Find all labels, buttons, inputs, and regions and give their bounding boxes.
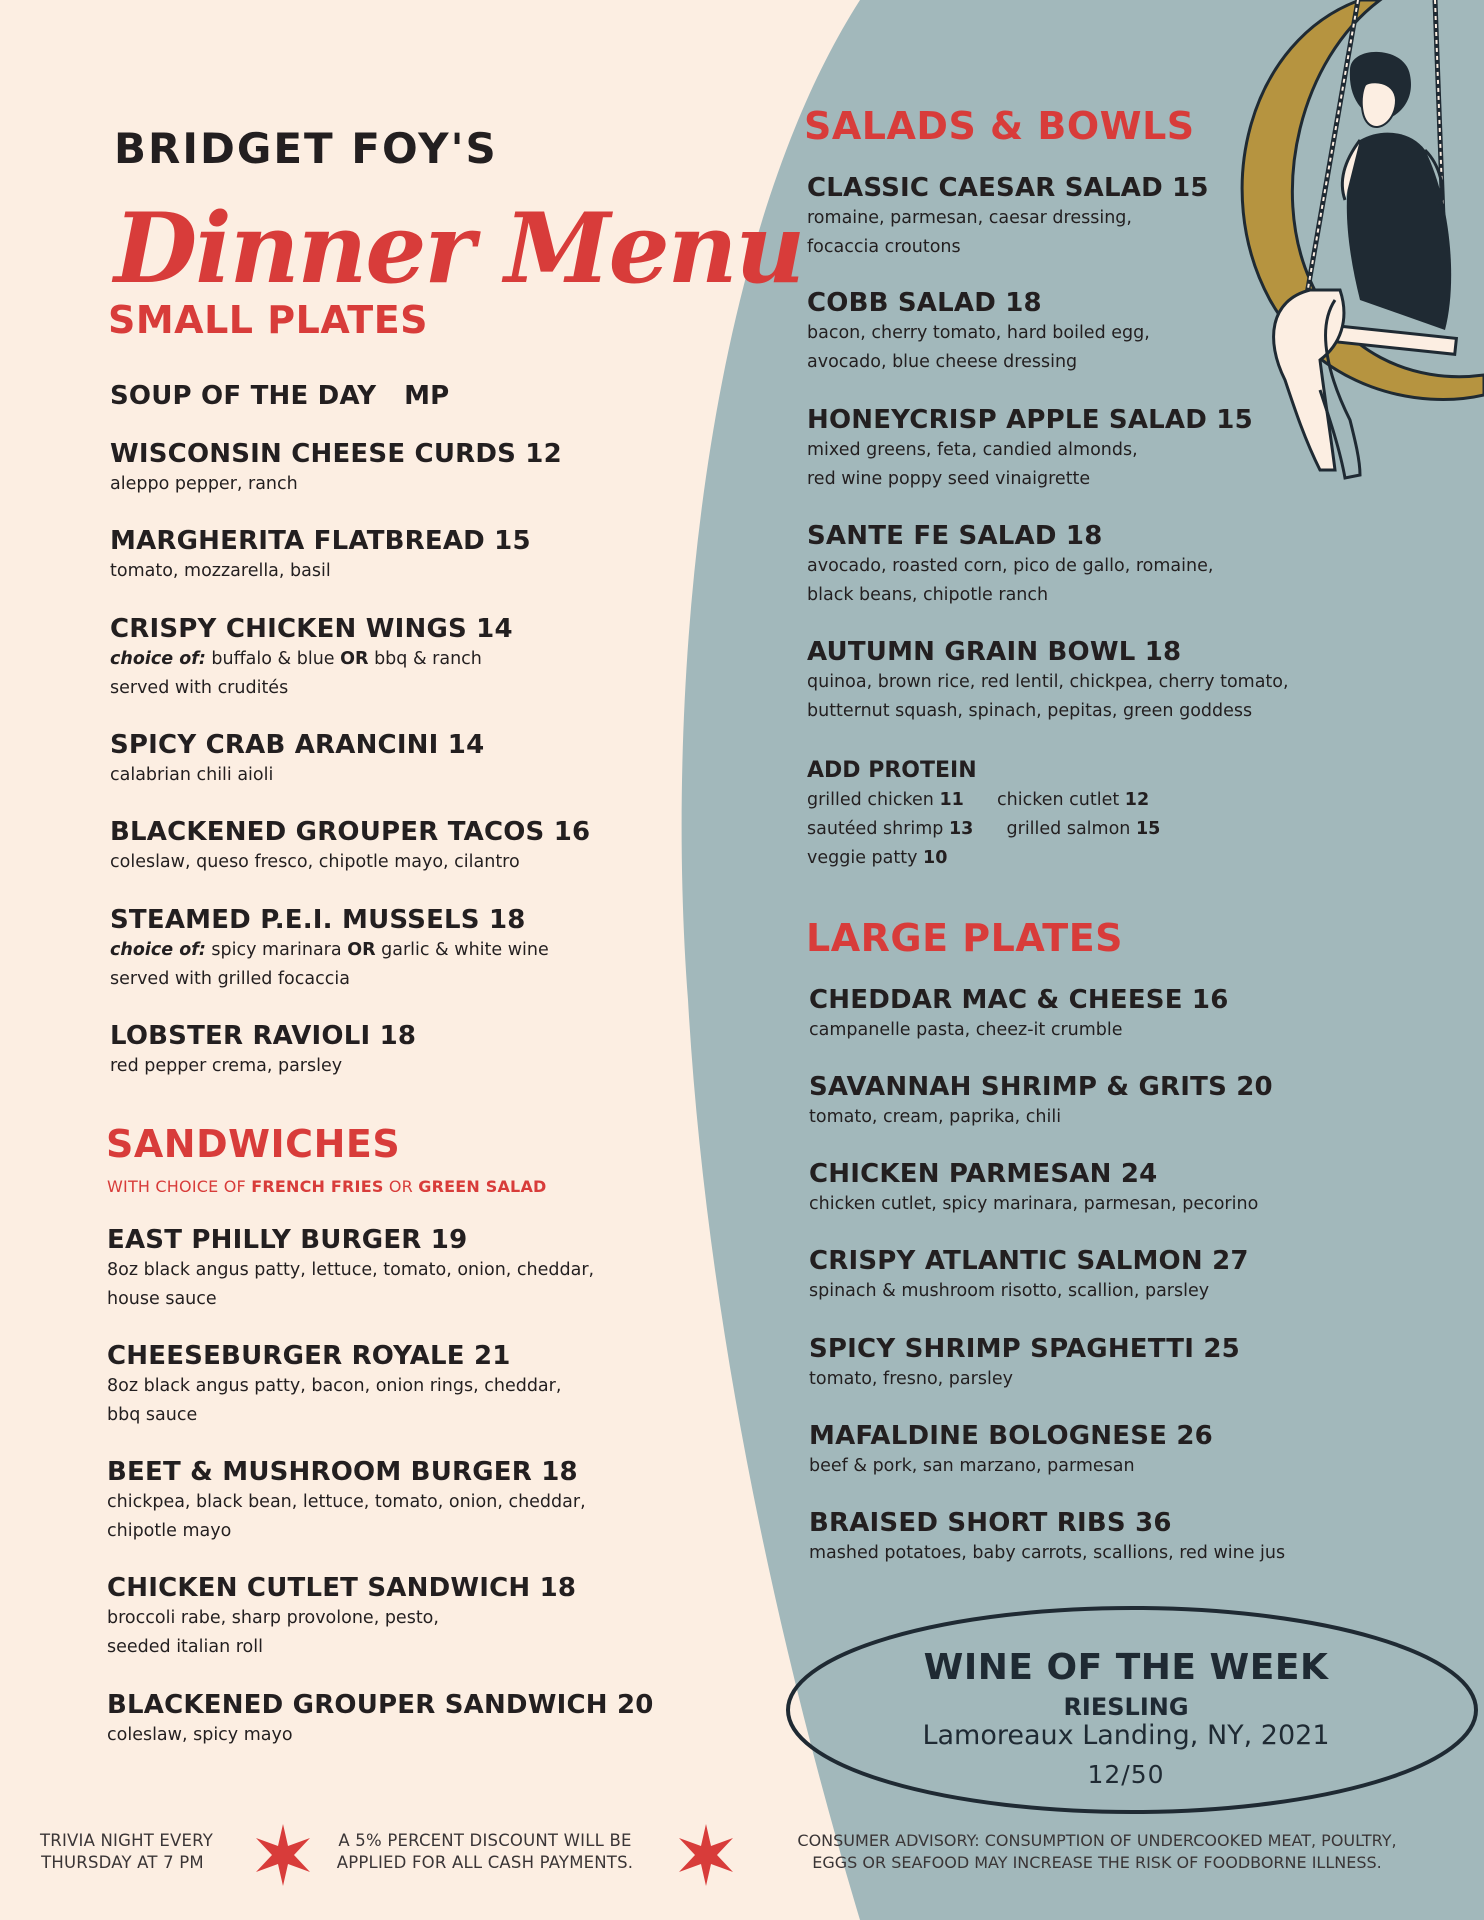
item-description: tomato, fresno, parsley — [809, 1369, 1013, 1389]
protein-price: 13 — [949, 819, 974, 839]
menu-item — [107, 1340, 561, 1430]
item-name: CRISPY CHICKEN WINGS 14 — [110, 614, 513, 644]
menu-item — [809, 1245, 1249, 1306]
menu-item — [110, 816, 590, 877]
item-name: CHICKEN CUTLET SANDWICH 18 — [107, 1573, 577, 1603]
wine-price: 12/50 — [1087, 1760, 1165, 1789]
choice-label: choice of: — [110, 940, 206, 960]
item-name: MAFALDINE BOLOGNESE 26 — [809, 1421, 1213, 1451]
star-icon — [254, 1824, 312, 1886]
footer-trivia-line: THURSDAY AT 7 PM — [41, 1853, 204, 1872]
item-description: spinach & mushroom risotto, scallion, parsley — [809, 1281, 1210, 1301]
footer-discount-line: A 5% PERCENT DISCOUNT WILL BE — [338, 1831, 632, 1850]
subtitle-or: OR — [388, 1177, 413, 1196]
item-name: MARGHERITA FLATBREAD 15 — [110, 526, 531, 556]
item-name: COBB SALAD 18 — [807, 288, 1042, 318]
item-description: 8oz black angus patty, lettuce, tomato, onion, cheddar, — [107, 1260, 595, 1280]
menu-item — [809, 984, 1229, 1045]
menu-item — [809, 1333, 1240, 1394]
protein-price: 12 — [1124, 790, 1150, 810]
menu-item — [110, 438, 562, 499]
item-name: SPICY CRAB ARANCINI 14 — [110, 730, 485, 760]
item-description: mashed potatoes, baby carrots, scallions, red wine jus — [809, 1543, 1286, 1563]
choice-option: bbq & ranch — [374, 649, 482, 669]
menu-item — [807, 172, 1209, 262]
subtitle-pre: WITH CHOICE OF — [107, 1177, 246, 1196]
item-description: chickpea, black bean, lettuce, tomato, onion, cheddar, — [107, 1492, 586, 1512]
menu-item — [110, 613, 513, 703]
protein-name: veggie patty — [807, 848, 918, 868]
item-description: red pepper crema, parsley — [110, 1056, 343, 1076]
item-name: BLACKENED GROUPER SANDWICH 20 — [107, 1690, 654, 1720]
item-name: WISCONSIN CHEESE CURDS 12 — [110, 439, 562, 469]
menu-item — [110, 525, 531, 586]
add-protein-title: ADD PROTEIN — [807, 758, 977, 783]
wine-of-the-week — [896, 1646, 1356, 1792]
item-name: CHICKEN PARMESAN 24 — [809, 1159, 1158, 1189]
section-title-salads-bowls: SALADS & BOWLS — [804, 104, 1195, 148]
item-name: LOBSTER RAVIOLI 18 — [110, 1021, 417, 1051]
item-name: CRISPY ATLANTIC SALMON 27 — [809, 1246, 1249, 1276]
protein-price: 10 — [923, 848, 948, 868]
menu-item — [809, 1158, 1258, 1219]
item-choice — [110, 936, 549, 965]
item-description: served with grilled focaccia — [110, 969, 350, 989]
choice-option: buffalo & blue — [211, 649, 335, 669]
menu-item — [107, 1689, 654, 1750]
subtitle-option: FRENCH FRIES — [251, 1177, 384, 1196]
item-description: avocado, blue cheese dressing — [807, 352, 1078, 372]
item-name: BEET & MUSHROOM BURGER 18 — [107, 1457, 578, 1487]
protein-name: grilled chicken — [807, 790, 934, 810]
menu-item — [107, 1456, 586, 1546]
item-name: CHEDDAR MAC & CHEESE 16 — [809, 985, 1229, 1015]
wine-title: WINE OF THE WEEK — [923, 1647, 1329, 1688]
menu-item — [807, 404, 1253, 494]
choice-label: choice of: — [110, 649, 206, 669]
item-description: bacon, cherry tomato, hard boiled egg, — [807, 323, 1150, 343]
item-description: seeded italian roll — [107, 1637, 263, 1657]
item-name: BRAISED SHORT RIBS 36 — [809, 1508, 1172, 1538]
item-name: BLACKENED GROUPER TACOS 16 — [110, 817, 591, 847]
footer-discount — [330, 1830, 640, 1874]
item-description: focaccia croutons — [807, 237, 961, 257]
footer-trivia-line: TRIVIA NIGHT EVERY — [40, 1831, 214, 1850]
item-description: beef & pork, san marzano, parmesan — [809, 1456, 1135, 1476]
item-description: butternut squash, spinach, pepitas, green goddess — [807, 701, 1253, 721]
menu-title: Dinner Menu — [114, 192, 804, 305]
section-title-large-plates: LARGE PLATES — [806, 916, 1124, 960]
item-name: AUTUMN GRAIN BOWL 18 — [807, 637, 1182, 667]
footer-trivia — [40, 1830, 214, 1874]
item-description: mixed greens, feta, candied almonds, — [807, 440, 1138, 460]
section-title-small-plates: SMALL PLATES — [108, 298, 429, 342]
item-description: 8oz black angus patty, bacon, onion rings, cheddar, — [107, 1376, 562, 1396]
item-description: bbq sauce — [107, 1405, 198, 1425]
wine-origin: Lamoreaux Landing, NY, 2021 — [922, 1720, 1330, 1751]
menu-item — [110, 380, 449, 412]
item-description: broccoli rabe, sharp provolone, pesto, — [107, 1608, 439, 1628]
footer-advisory-line: EGGS OR SEAFOOD MAY INCREASE THE RISK OF FOODBORNE ILLNESS. — [812, 1853, 1382, 1872]
item-description: tomato, cream, paprika, chili — [809, 1107, 1062, 1127]
menu-item — [110, 904, 549, 994]
protein-price: 15 — [1135, 819, 1161, 839]
subtitle-option: GREEN SALAD — [418, 1177, 547, 1196]
choice-or: OR — [340, 649, 369, 669]
item-description: red wine poppy seed vinaigrette — [807, 469, 1091, 489]
menu-item — [809, 1071, 1273, 1132]
item-description: coleslaw, queso fresco, chipotle mayo, cilantro — [110, 852, 520, 872]
item-description: black beans, chipotle ranch — [807, 585, 1049, 605]
menu-item — [107, 1224, 594, 1314]
footer-discount-line: APPLIED FOR ALL CASH PAYMENTS. — [336, 1853, 634, 1872]
footer-advisory-line: CONSUMER ADVISORY: CONSUMPTION OF UNDERCOOKED MEAT, POULTRY, — [797, 1831, 1397, 1850]
item-description: campanelle pasta, cheez-it crumble — [809, 1020, 1123, 1040]
item-description: romaine, parmesan, caesar dressing, — [807, 208, 1132, 228]
item-description: chicken cutlet, spicy marinara, parmesan, pecorino — [809, 1194, 1259, 1214]
protein-row — [807, 815, 1160, 844]
protein-price: 11 — [939, 790, 964, 810]
item-name: SAVANNAH SHRIMP & GRITS 20 — [809, 1072, 1273, 1102]
item-description: avocado, roasted corn, pico de gallo, romaine, — [807, 556, 1214, 576]
protein-row — [807, 786, 1160, 815]
item-name: STEAMED P.E.I. MUSSELS 18 — [110, 905, 526, 935]
menu-item — [807, 520, 1213, 610]
menu-item — [809, 1507, 1285, 1568]
wine-name: RIESLING — [1063, 1693, 1189, 1721]
sandwiches-subtitle — [107, 1177, 547, 1196]
restaurant-brand: BRIDGET FOY'S — [114, 124, 498, 173]
section-title-sandwiches: SANDWICHES — [106, 1122, 401, 1166]
menu-item — [107, 1572, 576, 1662]
item-description: calabrian chili aioli — [110, 765, 274, 785]
menu-item — [807, 287, 1150, 377]
footer-advisory — [752, 1830, 1442, 1874]
star-icon — [677, 1824, 735, 1886]
protein-name: chicken cutlet — [997, 790, 1120, 810]
item-description: chipotle mayo — [107, 1521, 232, 1541]
protein-name: grilled salmon — [1006, 819, 1131, 839]
item-description: tomato, mozzarella, basil — [110, 561, 331, 581]
menu-item — [807, 636, 1289, 726]
item-name: CHEESEBURGER ROYALE 21 — [107, 1341, 511, 1371]
menu-item — [809, 1420, 1213, 1481]
item-description: coleslaw, spicy mayo — [107, 1725, 293, 1745]
menu-item — [110, 729, 484, 790]
item-description: served with crudités — [110, 678, 289, 698]
choice-option: garlic & white wine — [381, 940, 549, 960]
add-protein — [807, 756, 1160, 873]
item-name: SPICY SHRIMP SPAGHETTI 25 — [809, 1334, 1240, 1364]
item-description: aleppo pepper, ranch — [110, 474, 298, 494]
protein-row — [807, 844, 1160, 873]
item-description: quinoa, brown rice, red lentil, chickpea, cherry tomato, — [807, 672, 1289, 692]
protein-name: sautéed shrimp — [807, 819, 944, 839]
item-name: SOUP OF THE DAY MP — [110, 381, 450, 411]
item-name: EAST PHILLY BURGER 19 — [107, 1225, 468, 1255]
choice-or: OR — [347, 940, 376, 960]
item-choice — [110, 645, 513, 674]
item-name: HONEYCRISP APPLE SALAD 15 — [807, 405, 1253, 435]
item-name: SANTE FE SALAD 18 — [807, 521, 1103, 551]
choice-option: spicy marinara — [211, 940, 342, 960]
item-name: CLASSIC CAESAR SALAD 15 — [807, 173, 1209, 203]
menu-item — [110, 1020, 416, 1081]
item-description: house sauce — [107, 1289, 217, 1309]
